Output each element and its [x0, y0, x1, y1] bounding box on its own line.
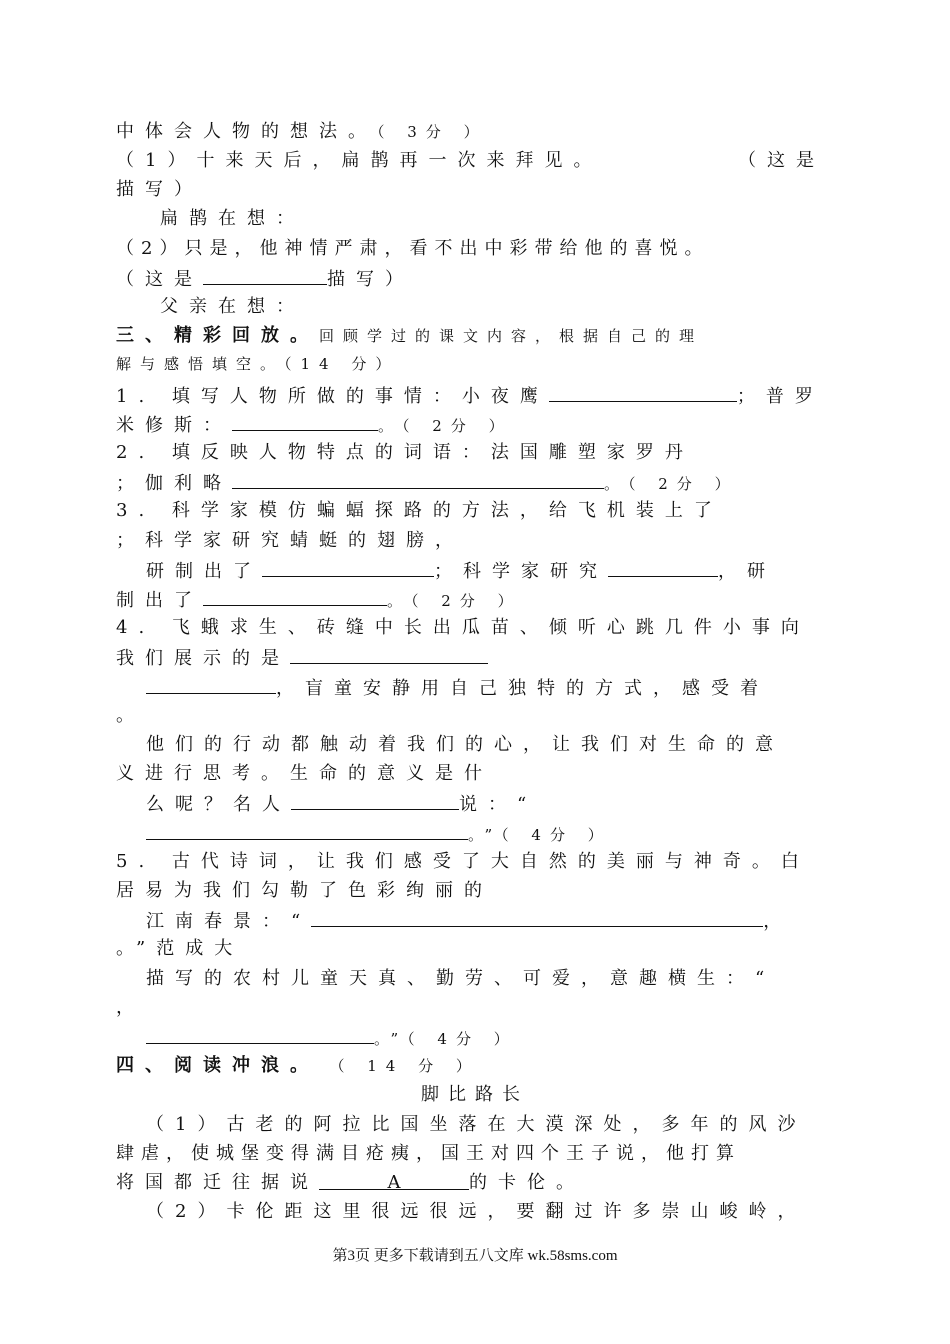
text-line: 。”（ 4分 ）: [146, 818, 612, 847]
text-line: 父亲在想：: [160, 296, 305, 317]
fill-blank[interactable]: [146, 1022, 374, 1044]
question-4: 4. 飞蛾求生、砖缝中长出瓜苗、倾听心跳几件小事向: [116, 617, 810, 638]
fill-blank[interactable]: [291, 788, 459, 810]
text-line: 描写的农村儿童天真、勤劳、可爱，意趣横生：“: [146, 968, 776, 989]
fill-blank[interactable]: [146, 672, 276, 694]
question-3: 3. 科学家模仿蝙蝠探路的方法，给飞机装上了: [116, 500, 723, 521]
question-1: 1. 填写人物所做的事情：小夜鹰 ；普罗: [116, 380, 824, 409]
text-line: 制出了 。（ 2分 ）: [116, 584, 522, 613]
text-line: 我们展示的是: [116, 642, 488, 671]
fill-blank[interactable]: [549, 380, 737, 402]
text-line: 研制出了 ；科学家研究 ，研: [146, 555, 776, 584]
fill-blank[interactable]: [608, 555, 718, 577]
section-heading: 三、精彩回放。回顾学过的课文内容，根据自己的理: [116, 325, 704, 346]
fill-blank[interactable]: [146, 818, 468, 840]
text-line: ，盲童安静用自己独特的方式，感受着: [146, 672, 769, 701]
text-line: 扁鹊在想：: [160, 208, 305, 229]
section-heading: 四、阅读冲浪。 （ 14 分 ）: [116, 1055, 480, 1076]
text-line: 描写）: [116, 179, 203, 200]
text-line: ；科学家研究蜻蜓的翅膀，: [116, 530, 464, 551]
text-line: 居易为我们勾勒了色彩绚丽的: [116, 880, 493, 901]
text-line: （这是: [738, 150, 825, 171]
text-line: 江南春景：“ ，: [146, 905, 792, 934]
fill-blank[interactable]: [232, 409, 378, 431]
paragraph-line: 将国都迁往据说 A 的卡伦。: [116, 1168, 585, 1197]
question-2: 2. 填反映人物特点的词语：法国雕塑家罗丹: [116, 442, 694, 463]
text-line: 。”范成大: [116, 938, 244, 959]
fill-blank[interactable]: [311, 905, 763, 927]
fill-blank[interactable]: [262, 555, 434, 577]
paragraph-line: （1）古老的阿拉比国坐落在大漠深处，多年的风沙: [146, 1114, 807, 1135]
fill-blank[interactable]: [203, 263, 327, 285]
text-line: 他们的行动都触动着我们的心，让我们对生命的意: [146, 734, 784, 755]
question-5: 5. 古代诗词，让我们感受了大自然的美丽与神奇。白: [116, 851, 810, 872]
page-footer: 第3页 更多下载请到五八文库 wk.58sms.com: [332, 1248, 618, 1264]
paragraph-line: （2）卡伦距这里很远很远，要翻过许多崇山峻岭，: [146, 1201, 807, 1222]
story-title: 脚比路长: [421, 1084, 529, 1105]
text-line: 。: [116, 705, 134, 726]
fill-blank[interactable]: [203, 584, 387, 606]
text-line: 中体会人物的想法。（ 3分 ）: [116, 121, 488, 142]
text-line: 么呢？名人 说：“: [146, 788, 537, 817]
fill-blank[interactable]: [290, 642, 488, 664]
text-line: （1）十来天后，扁鹊再一次来拜见。: [116, 150, 603, 171]
text-line: 。”（ 4分 ）: [146, 1022, 518, 1051]
text-line: ；伽利略 。（ 2分 ）: [116, 467, 739, 496]
paragraph-line: 肆虐，使城堡变得满目疮痍，国王对四个王子说，他打算: [116, 1143, 741, 1164]
text-line: 义进行思考。生命的意义是什: [116, 763, 493, 784]
text-line: 米修斯： 。（ 2分 ）: [116, 409, 513, 438]
text-line: ，: [116, 997, 134, 1018]
text-line: （这是 描写）: [116, 263, 414, 292]
text-line: （2）只是，他神情严肃，看不出中彩带给他的喜悦。: [116, 238, 710, 259]
text-line: 解与感悟填空。（14 分）: [116, 355, 400, 373]
fill-blank-a[interactable]: A: [319, 1168, 469, 1190]
fill-blank[interactable]: [232, 467, 604, 489]
